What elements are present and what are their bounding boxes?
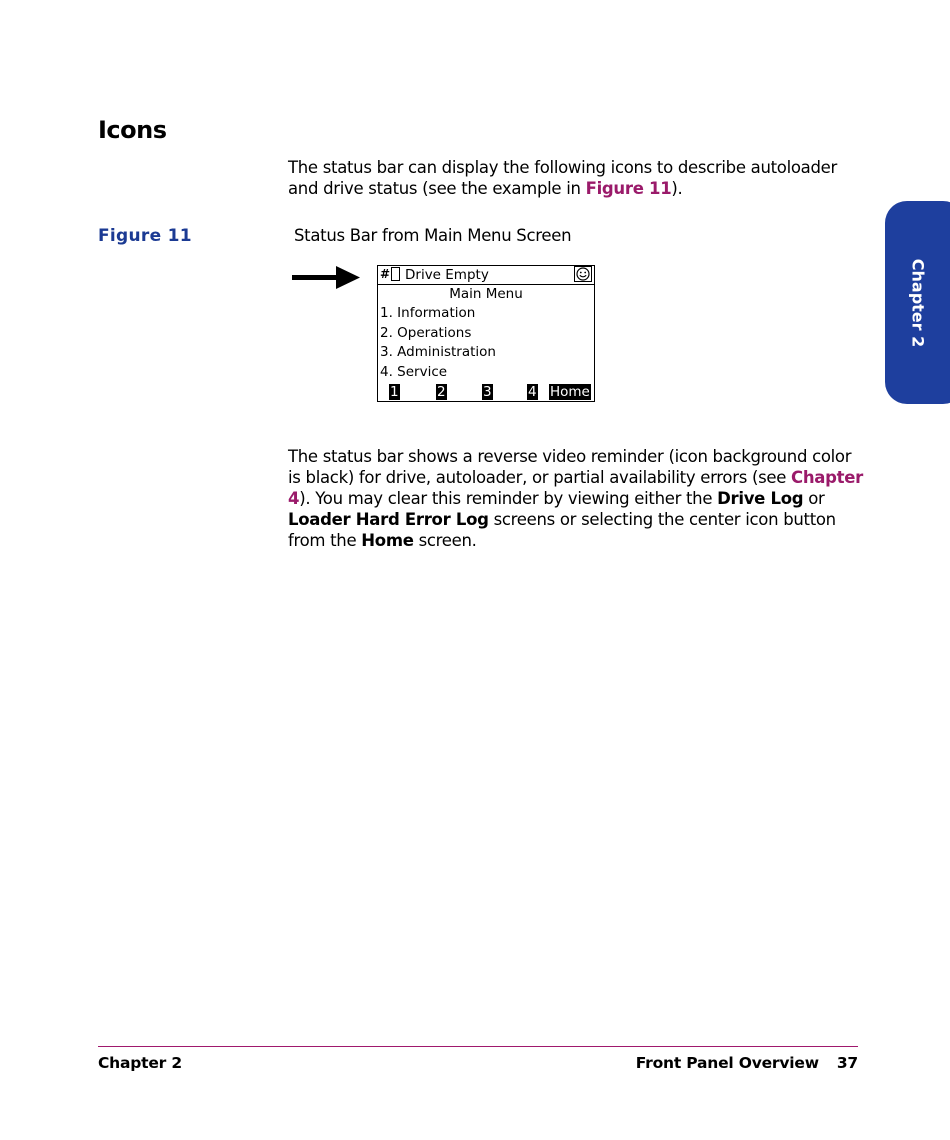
cartridge-icon [391,267,400,281]
figure-label: Figure 11 [98,226,192,246]
menu-item-operations[interactable]: 2. Operations [380,324,472,341]
home-term: Home [361,531,414,550]
smiley-icon [574,266,592,282]
softkey-home[interactable]: Home [550,383,590,400]
loader-hard-error-log-term: Loader Hard Error Log [288,510,489,529]
footer-rule [98,1046,858,1047]
chapter-side-tab-label: Chapter 2 [908,258,928,347]
softkey-1[interactable]: 1 [390,383,399,400]
lcd-status-text: Drive Empty [405,267,489,283]
softkey-3[interactable]: 3 [483,383,492,400]
intro-text-2: ). [671,179,683,198]
drive-log-term: Drive Log [717,489,804,508]
lcd-screen [377,265,595,402]
menu-item-information[interactable]: 1. Information [380,305,476,322]
intro-text-1: The status bar can display the following icons to describe autoloader and drive status (see the example in [288,158,837,198]
page-number: 37 [836,1054,858,1072]
softkey-2[interactable]: 2 [437,383,446,400]
footer-title-page [636,1054,858,1072]
status-reminder-paragraph [288,446,868,551]
softkey-4[interactable]: 4 [528,383,537,400]
footer-title: Front Panel Overview [635,1054,819,1072]
para2-text-4: screens or selecting the center icon button from the [288,510,836,550]
menu-item-service[interactable]: 4. Service [380,363,448,380]
figure-11-link[interactable]: Figure 11 [585,179,672,198]
para2-text-5: screen. [413,531,477,550]
chapter-side-tab[interactable] [885,201,950,404]
lcd-softkeys [378,382,594,402]
intro-paragraph [288,157,868,199]
lcd-menu-title: Main Menu [449,286,523,302]
menu-item-administration[interactable]: 3. Administration [380,344,496,361]
footer-chapter: Chapter 2 [98,1054,182,1072]
hash-icon: # [380,267,391,281]
para2-text-2: ). You may clear this reminder by viewing either the [299,489,718,508]
section-heading: Icons [98,116,167,144]
para2-text-1: The status bar shows a reverse video reminder (icon background color is black) for drive, autoloader, or partial availability errors (see [288,447,852,487]
chapter-4-link[interactable]: Chapter 4 [288,468,863,508]
arrow-icon [292,264,362,292]
para2-text-3: or [803,489,825,508]
figure-caption: Status Bar from Main Menu Screen [294,226,572,245]
lcd-status-bar [378,266,594,285]
